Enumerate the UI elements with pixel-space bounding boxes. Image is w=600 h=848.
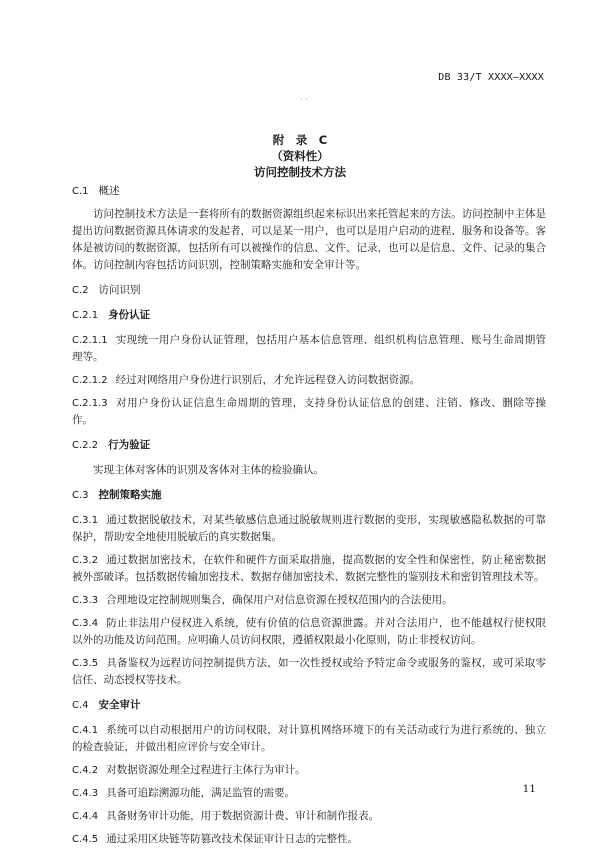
section-c3-heading bbox=[72, 487, 546, 504]
clause-text: 通过数据脱敏技术，对某些敏感信息通过脱敏规则进行数据的变形，实现敏感隐私数据的可靠保护，帮助安全地使用脱敏后的真实数据集。 bbox=[72, 514, 546, 543]
header-mark: · · bbox=[300, 95, 308, 104]
section-title: 身份认证 bbox=[108, 309, 151, 321]
clause-text: 实现统一用户身份认证管理，包括用户基本信息管理、组织机构信息管理、账号生命周期管理等。 bbox=[72, 334, 546, 363]
section-number: C.2 bbox=[72, 285, 89, 296]
section-title: 行为验证 bbox=[108, 439, 151, 451]
clause-c35 bbox=[72, 655, 546, 689]
clause-text: 系统可以自动根据用户的访问权限，对计算机网络环境下的有关活动或行为进行系统的、独立的检查验证，并做出相应评价与安全审计。 bbox=[72, 724, 546, 753]
appendix-title: 附 录 C bbox=[272, 133, 328, 147]
appendix-title-block bbox=[0, 132, 600, 180]
clause-number: C.4.3 bbox=[72, 788, 99, 799]
clause-c34 bbox=[72, 615, 546, 649]
appendix-subtitle: （资料性） bbox=[271, 149, 329, 163]
section-c21-heading bbox=[72, 307, 546, 324]
clause-c213 bbox=[72, 395, 546, 429]
section-number: C.1 bbox=[72, 186, 89, 197]
section-c22-paragraph: 实现主体对客体的识别及客体对主体的检验确认。 bbox=[93, 464, 324, 476]
clause-number: C.2.1.2 bbox=[72, 375, 108, 386]
section-number: C.2.1 bbox=[72, 310, 99, 321]
document-code: DB 33/T XXXX—XXXX bbox=[438, 72, 544, 83]
clause-number: C.3.3 bbox=[72, 595, 99, 606]
clause-text: 具备财务审计功能，用于数据资源计费、审计和制作报表。 bbox=[106, 810, 380, 822]
clause-c43 bbox=[72, 785, 546, 802]
clause-text: 对用户身份认证信息生命周期的管理，支持身份认证信息的创建、注销、修改、删除等操作。 bbox=[72, 397, 546, 426]
clause-text: 通过数据加密技术，在软件和硬件方面采取措施，提高数据的安全性和保密性，防止秘密数据被外部破译。包括数据传输加密技术、数据存储加密技术、数据完整性的鉴别技术和密钥管理技术等。 bbox=[72, 554, 546, 583]
section-number: C.4 bbox=[72, 700, 89, 711]
clause-c212 bbox=[72, 372, 546, 389]
clause-text: 对数据资源处理全过程进行主体行为审计。 bbox=[106, 764, 306, 776]
section-c22-heading bbox=[72, 437, 546, 454]
clause-c44 bbox=[72, 808, 546, 825]
clause-text: 合理地设定控制规则集合，确保用户对信息资源在授权范围内的合法使用。 bbox=[106, 594, 453, 606]
clause-text: 具备可追踪溯源功能，满足监管的需要。 bbox=[106, 787, 296, 799]
clause-c41 bbox=[72, 722, 546, 756]
clause-number: C.4.2 bbox=[72, 765, 99, 776]
section-number: C.3 bbox=[72, 490, 89, 501]
clause-number: C.3.1 bbox=[72, 515, 99, 526]
document-body bbox=[72, 183, 546, 848]
clause-c31 bbox=[72, 512, 546, 546]
section-c1-heading bbox=[72, 183, 546, 200]
section-title: 访问识别 bbox=[98, 284, 141, 296]
clause-number: C.3.4 bbox=[72, 618, 99, 629]
clause-c32 bbox=[72, 552, 546, 586]
clause-c33 bbox=[72, 592, 546, 609]
clause-c45 bbox=[72, 831, 546, 848]
clause-number: C.4.1 bbox=[72, 725, 99, 736]
section-c1-paragraph: 访问控制技术方法是一套将所有的数据资源组织起来标识出来托管起来的方法。访问控制中主体是提出访问数据资源具体请求的发起者，可以是某一用户，也可以是用户启动的进程、服务和设备等。客体是被访问的数据资源，包括所有可以被操作的信息、文件、记录，也可以是信息、文件、记录的集合体。访问控制内容包括访问识别，控制策略实施和安全审计等。 bbox=[72, 208, 546, 271]
clause-text: 经过对网络用户身份进行识别后，才允许远程登入访问数据资源。 bbox=[115, 374, 421, 386]
clause-c211 bbox=[72, 332, 546, 366]
section-c2-heading bbox=[72, 282, 546, 299]
page-number: 11 bbox=[522, 783, 536, 795]
clause-number: C.2.1.1 bbox=[72, 335, 108, 346]
section-title: 安全审计 bbox=[98, 699, 141, 711]
appendix-name: 访问控制技术方法 bbox=[254, 165, 346, 179]
section-c4-heading bbox=[72, 697, 546, 714]
clause-c42 bbox=[72, 762, 546, 779]
clause-text: 防止非法用户侵权进入系统，使有价值的信息资源泄露。并对合法用户，也不能越权行使权限以外的功能及访问范围。应明确人员访问权限，遵循权限最小化原则，防止非授权访问。 bbox=[72, 617, 546, 646]
clause-number: C.2.1.3 bbox=[72, 398, 108, 409]
section-number: C.2.2 bbox=[72, 440, 99, 451]
clause-text: 通过采用区块链等防篡改技术保证审计日志的完整性。 bbox=[106, 833, 359, 845]
clause-number: C.3.5 bbox=[72, 658, 99, 669]
clause-text: 具备鉴权为远程访问控制提供方法，如一次性授权或给予特定命令或服务的鉴权，或可采取零信任、动态授权等技术。 bbox=[72, 657, 546, 686]
section-title: 概述 bbox=[98, 185, 120, 197]
clause-number: C.4.5 bbox=[72, 834, 99, 845]
section-title: 控制策略实施 bbox=[98, 489, 162, 501]
clause-number: C.3.2 bbox=[72, 555, 99, 566]
clause-number: C.4.4 bbox=[72, 811, 99, 822]
